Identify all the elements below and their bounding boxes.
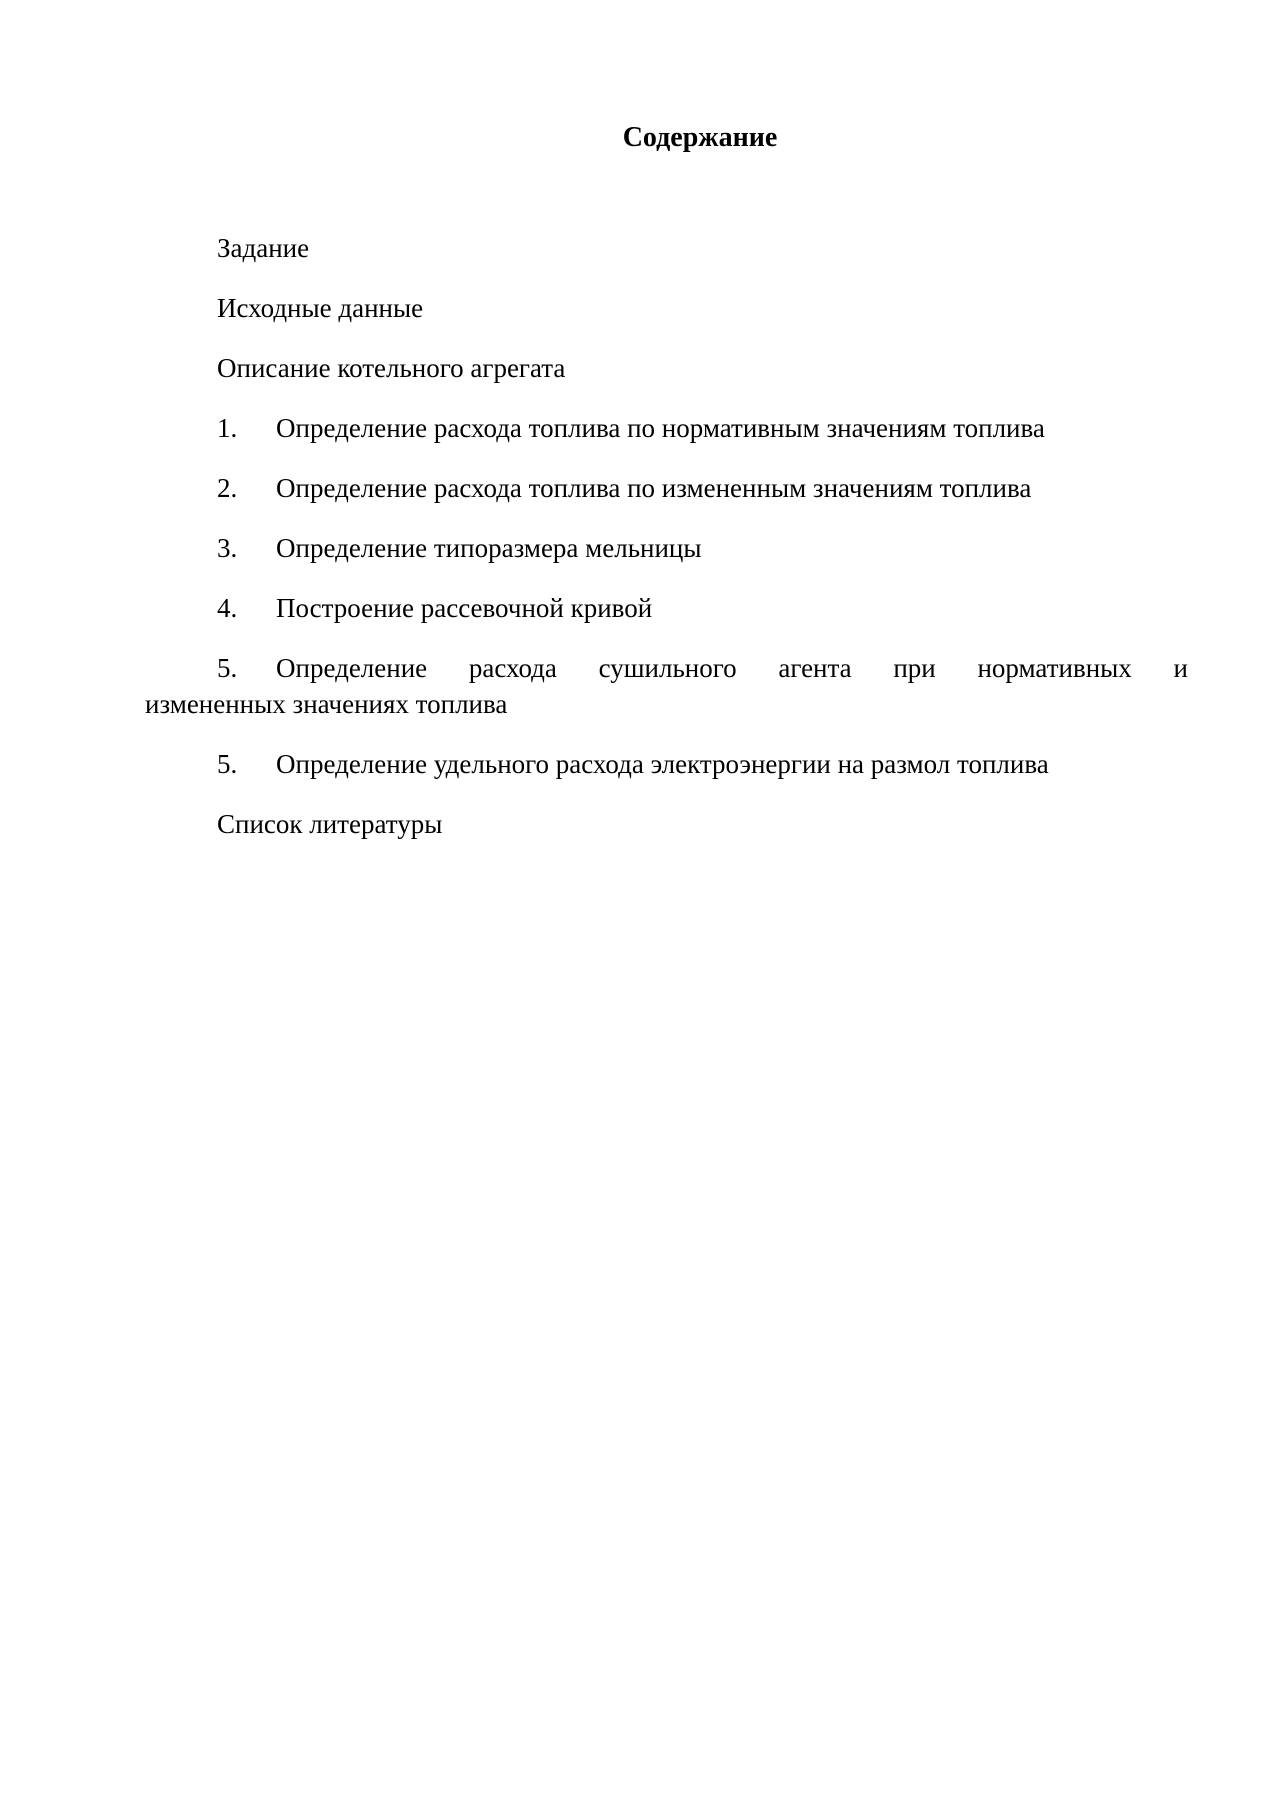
toc-entry-text: Описание котельного агрегата	[217, 353, 566, 383]
toc-entry-assignment	[181, 230, 1188, 266]
toc-entry-references	[181, 806, 1188, 842]
toc-entry-number: 5.	[217, 749, 238, 779]
toc-entry-text-continued: измененных значениях топлива	[145, 689, 508, 719]
toc-entry-number: 2.	[217, 473, 238, 503]
toc-entry-text: Определение расхода топлива по нормативным значениям топлива	[276, 413, 1045, 443]
toc-entry-text: Определение типоразмера мельницы	[276, 533, 702, 563]
toc-entry-text: Определение удельного расхода электроэнергии на размол топлива	[276, 749, 1049, 779]
table-of-contents	[145, 230, 1188, 866]
toc-entry-1	[181, 410, 1188, 446]
toc-entry-4	[181, 590, 1188, 626]
toc-entry-text: Определение расхода топлива по измененным значениям топлива	[276, 473, 1032, 503]
toc-entry-text: Список литературы	[217, 809, 443, 839]
toc-entry-text: Построение рассевочной кривой	[276, 593, 653, 623]
toc-entry-initial-data	[181, 290, 1188, 326]
toc-entry-3	[181, 530, 1188, 566]
toc-entry-text: Задание	[217, 233, 310, 263]
toc-entry-text: Определение расхода сушильного агента при нормативных и	[276, 653, 1188, 683]
toc-entry-line	[181, 650, 1188, 686]
toc-entry-5-drying-agent	[145, 650, 1188, 722]
toc-entry-2	[181, 470, 1188, 506]
toc-entry-number: 1.	[217, 413, 238, 443]
toc-entry-number: 5.	[217, 653, 238, 683]
toc-entry-text: Исходные данные	[217, 293, 424, 323]
toc-entry-number: 3.	[217, 533, 238, 563]
toc-entry-5-electricity	[181, 746, 1188, 782]
toc-entry-number: 4.	[217, 593, 238, 623]
page-title: Содержание	[622, 122, 778, 153]
toc-entry-boiler-description	[181, 350, 1188, 386]
